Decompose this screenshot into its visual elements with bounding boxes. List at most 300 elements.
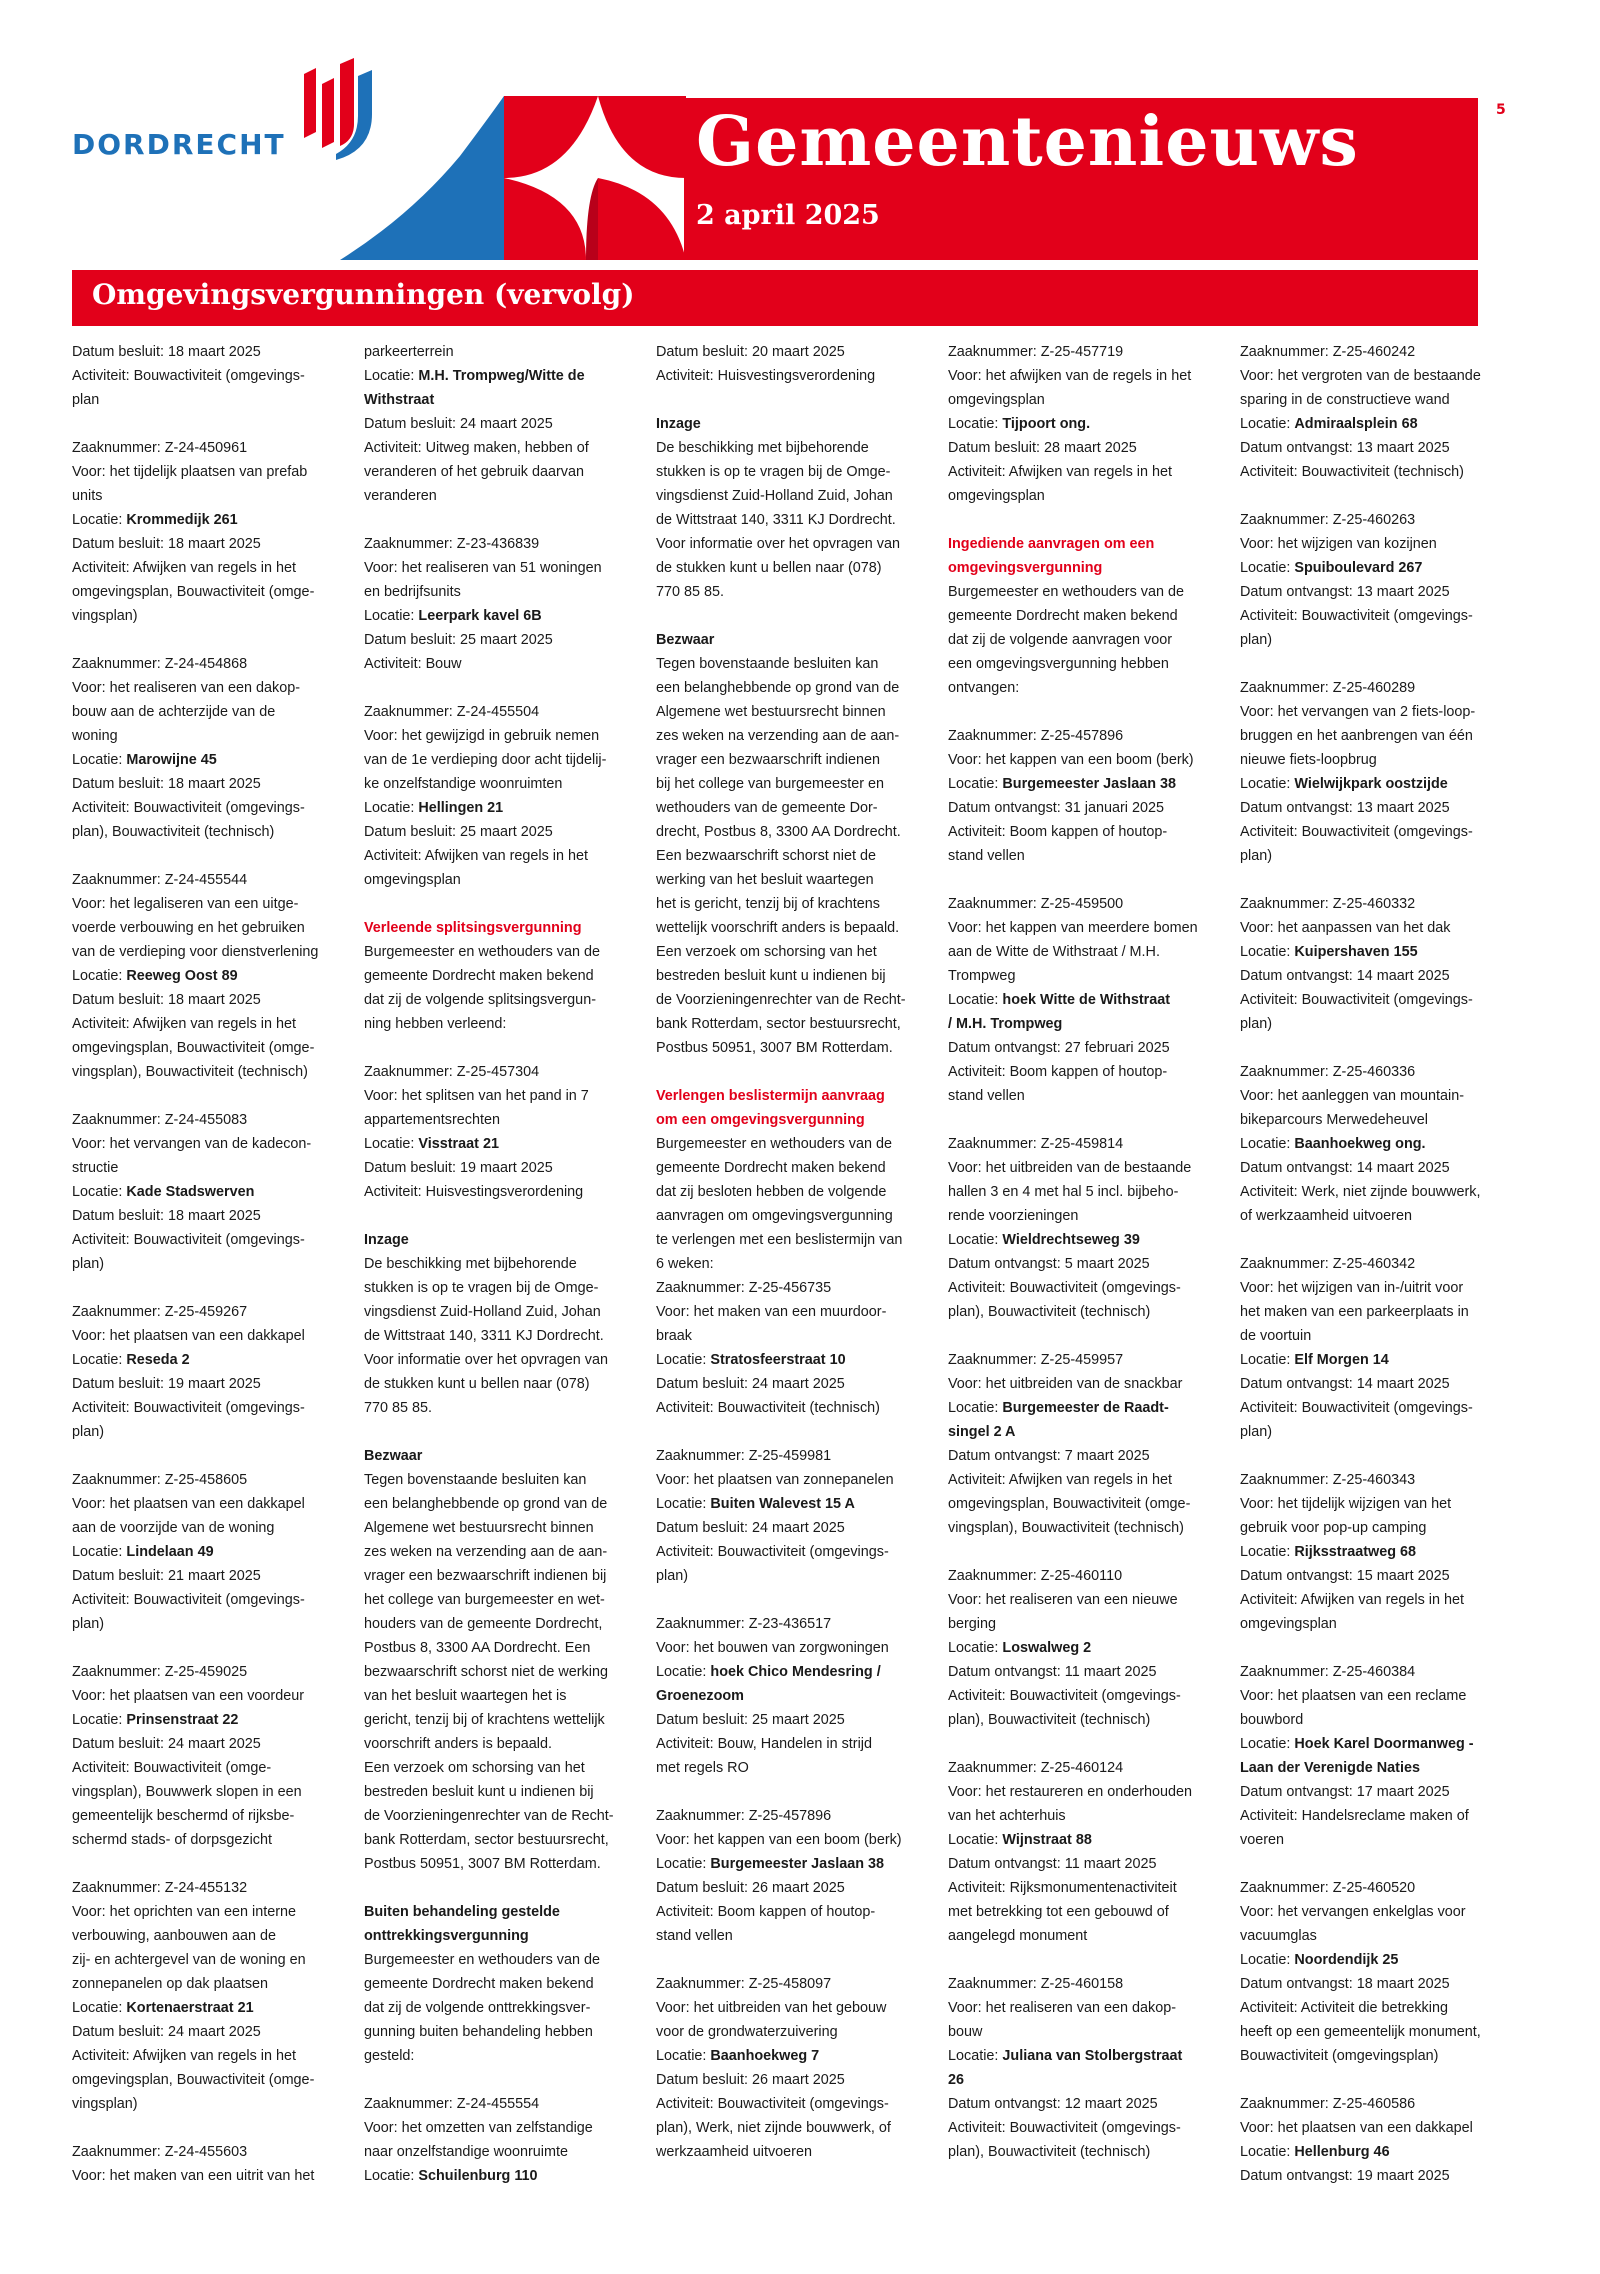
line-text: Activiteit: Activiteit die betrekking bbox=[1240, 2000, 1448, 2016]
text-line bbox=[948, 412, 1216, 436]
text-line bbox=[364, 532, 632, 556]
line-text: Voor: het plaatsen van een dakkapel bbox=[72, 1328, 305, 1344]
line-text: Voor: het aanleggen van mountain- bbox=[1240, 1088, 1465, 1104]
line-text: Locatie: bbox=[1240, 2144, 1295, 2160]
text-line bbox=[948, 364, 1216, 388]
line-text: Activiteit: Bouw, Handelen in strijd bbox=[656, 1736, 872, 1752]
text-line bbox=[656, 1924, 924, 1948]
text-line bbox=[72, 1420, 340, 1444]
line-text: de stukken kunt u bellen naar (078) bbox=[364, 1376, 590, 1392]
line-text: Locatie: bbox=[1240, 1136, 1295, 1152]
spacer bbox=[1240, 1636, 1508, 1660]
text-line bbox=[948, 1300, 1216, 1324]
text-line bbox=[948, 1756, 1216, 1780]
line-text: bank Rotterdam, sector bestuursrecht, bbox=[364, 1832, 609, 1848]
text-line bbox=[948, 1228, 1216, 1252]
line-text: Datum besluit: 19 maart 2025 bbox=[72, 1376, 261, 1392]
spacer bbox=[656, 604, 924, 628]
line-text: Voor: het realiseren van een dakop- bbox=[72, 680, 301, 696]
text-line bbox=[948, 604, 1216, 628]
text-line bbox=[72, 2164, 340, 2188]
line-text: Locatie: bbox=[72, 2000, 127, 2016]
text-line bbox=[656, 2020, 924, 2044]
text-line bbox=[656, 724, 924, 748]
line-text: ning hebben verleend: bbox=[364, 1016, 507, 1032]
text-line bbox=[364, 844, 632, 868]
spacer bbox=[364, 1876, 632, 1900]
text-line bbox=[72, 1204, 340, 1228]
location-value: Wielwijkpark oostzijde bbox=[1294, 776, 1448, 792]
text-line bbox=[364, 484, 632, 508]
line-text: Activiteit: Afwijken van regels in het bbox=[948, 464, 1172, 480]
line-text: Zaaknummer: Z-25-457896 bbox=[948, 728, 1124, 744]
line-text: Zaaknummer: Z-25-457304 bbox=[364, 1064, 540, 1080]
line-text: Zaaknummer: Z-25-457719 bbox=[948, 344, 1124, 360]
line-text: Voor: het vergroten van de bestaande bbox=[1240, 368, 1481, 384]
line-text: bij het college van burgemeester en bbox=[656, 776, 884, 792]
line-text: Zaaknummer: Z-25-460586 bbox=[1240, 2096, 1416, 2112]
line-text: Locatie: bbox=[948, 2048, 1003, 2064]
line-text: Activiteit: Boom kappen of houtop- bbox=[656, 1904, 876, 1920]
line-text: Voor: het uitbreiden van het gebouw bbox=[656, 2000, 887, 2016]
line-text: appartementsrechten bbox=[364, 1112, 500, 1128]
text-line bbox=[72, 1612, 340, 1636]
line-text: het is gericht, tenzij bij of krachtens bbox=[656, 896, 880, 912]
line-text: Voor: het tijdelijk plaatsen van prefab bbox=[72, 464, 308, 480]
location-value: Prinsenstraat 22 bbox=[126, 1712, 239, 1728]
red-heading-text: Verleende splitsingsvergunning bbox=[364, 920, 582, 936]
text-line bbox=[1240, 1012, 1508, 1036]
text-line bbox=[656, 820, 924, 844]
text-line bbox=[72, 1396, 340, 1420]
text-line bbox=[656, 940, 924, 964]
line-text: stand vellen bbox=[948, 1088, 1025, 1104]
line-text: Datum besluit: 19 maart 2025 bbox=[364, 1160, 553, 1176]
text-line bbox=[1240, 1156, 1508, 1180]
dordrecht-logo bbox=[72, 124, 378, 164]
spacer bbox=[1240, 1852, 1508, 1876]
text-line bbox=[364, 388, 632, 412]
text-line bbox=[656, 964, 924, 988]
text-line bbox=[1240, 1828, 1508, 1852]
text-line bbox=[364, 340, 632, 364]
red-heading-text: omgevingsvergunning bbox=[948, 560, 1103, 576]
text-line bbox=[72, 1300, 340, 1324]
text-line bbox=[1240, 1204, 1508, 1228]
line-text: Voor: het legaliseren van een uitge- bbox=[72, 896, 299, 912]
spacer bbox=[364, 2068, 632, 2092]
line-text: zij- en achtergevel van de woning en bbox=[72, 1952, 306, 1968]
line-text: de Voorzieningenrechter van de Recht- bbox=[656, 992, 906, 1008]
line-text: Datum besluit: 26 maart 2025 bbox=[656, 1880, 845, 1896]
line-text: Postbus 50951, 3007 BM Rotterdam. bbox=[364, 1856, 601, 1872]
spacer bbox=[364, 1036, 632, 1060]
text-line bbox=[1240, 436, 1508, 460]
line-text: Datum ontvangst: 12 maart 2025 bbox=[948, 2096, 1158, 2112]
line-text: Locatie: bbox=[72, 968, 127, 984]
line-text: Datum besluit: 20 maart 2025 bbox=[656, 344, 845, 360]
location-value: M.H. Trompweg/Witte de bbox=[418, 368, 585, 384]
line-text: Locatie: bbox=[1240, 944, 1295, 960]
text-line bbox=[948, 1372, 1216, 1396]
text-line bbox=[948, 1660, 1216, 1684]
text-line bbox=[656, 2116, 924, 2140]
text-line bbox=[948, 964, 1216, 988]
line-text: aan de Witte de Withstraat / M.H. bbox=[948, 944, 1160, 960]
text-line bbox=[1240, 1900, 1508, 1924]
text-line bbox=[656, 532, 924, 556]
line-text: bouwbord bbox=[1240, 1712, 1304, 1728]
location-value: Lindelaan 49 bbox=[126, 1544, 214, 1560]
logo-text: DORDRECHT bbox=[72, 127, 286, 161]
line-text: een omgevingsvergunning hebben bbox=[948, 656, 1169, 672]
text-line bbox=[656, 868, 924, 892]
line-text: vingsdienst Zuid-Holland Zuid, Johan bbox=[656, 488, 893, 504]
line-text: plan) bbox=[1240, 1424, 1272, 1440]
line-text: Activiteit: Boom kappen of houtop- bbox=[948, 1064, 1168, 1080]
line-text: Datum besluit: 24 maart 2025 bbox=[72, 2024, 261, 2040]
line-text: stand vellen bbox=[948, 848, 1025, 864]
text-line bbox=[72, 820, 340, 844]
text-line bbox=[364, 1492, 632, 1516]
subsection-heading bbox=[364, 916, 632, 940]
line-text: Zaaknummer: Z-25-458097 bbox=[656, 1976, 832, 1992]
text-line bbox=[72, 2044, 340, 2068]
line-text: bouw aan de achterzijde van de bbox=[72, 704, 276, 720]
text-line bbox=[948, 676, 1216, 700]
line-text: Datum ontvangst: 17 maart 2025 bbox=[1240, 1784, 1450, 1800]
line-text: Activiteit: Afwijken van regels in het bbox=[948, 1472, 1172, 1488]
line-text: Voor: het realiseren van 51 woningen bbox=[364, 560, 602, 576]
line-text: Locatie: bbox=[656, 2048, 711, 2064]
line-text: Voor: het restaureren en onderhouden bbox=[948, 1784, 1193, 1800]
line-text: Voor informatie over het opvragen van bbox=[364, 1352, 608, 1368]
text-line bbox=[72, 1036, 340, 1060]
line-text: Locatie: bbox=[656, 1496, 711, 1512]
text-line bbox=[364, 940, 632, 964]
text-line bbox=[948, 1180, 1216, 1204]
line-text: Activiteit: Bouwactiviteit (omgevings- bbox=[1240, 824, 1473, 840]
heading-text: Bezwaar bbox=[364, 1448, 423, 1464]
text-line bbox=[656, 772, 924, 796]
line-text: Zaaknummer: Z-25-460384 bbox=[1240, 1664, 1416, 1680]
masthead bbox=[684, 98, 1478, 260]
heading-text: Inzage bbox=[364, 1232, 409, 1248]
line-text: Locatie: bbox=[72, 1352, 127, 1368]
line-text: Activiteit: Bouw bbox=[364, 656, 462, 672]
line-text: veranderen of het gebruik daarvan bbox=[364, 464, 585, 480]
text-line bbox=[1240, 1084, 1508, 1108]
paragraph-heading bbox=[656, 628, 924, 652]
line-text: vrager een bezwaarschrift indienen bbox=[656, 752, 880, 768]
text-line bbox=[364, 2092, 632, 2116]
line-text: voor de grondwaterzuivering bbox=[656, 2024, 838, 2040]
line-text: plan), Werk, niet zijnde bouwwerk, of bbox=[656, 2120, 891, 2136]
line-text: en bedrijfsunits bbox=[364, 584, 461, 600]
columns bbox=[72, 340, 1481, 2260]
text-line bbox=[1240, 340, 1508, 364]
text-line bbox=[1240, 2164, 1508, 2188]
spacer bbox=[948, 1108, 1216, 1132]
text-line bbox=[1240, 724, 1508, 748]
line-text: Locatie: bbox=[948, 1832, 1003, 1848]
line-text: Voor: het plaatsen van zonnepanelen bbox=[656, 1472, 894, 1488]
line-text: Zaaknummer: Z-24-455603 bbox=[72, 2144, 248, 2160]
text-line bbox=[72, 1804, 340, 1828]
line-text: Datum besluit: 24 maart 2025 bbox=[656, 1376, 845, 1392]
line-text: Locatie: bbox=[72, 1544, 127, 1560]
text-line bbox=[948, 1780, 1216, 1804]
location-value: Buiten Walevest 15 A bbox=[710, 1496, 855, 1512]
text-line bbox=[948, 988, 1216, 1012]
text-line bbox=[948, 1348, 1216, 1372]
line-text: bank Rotterdam, sector bestuursrecht, bbox=[656, 1016, 901, 1032]
location-value: hoek Chico Mendesring / bbox=[710, 1664, 881, 1680]
spacer bbox=[948, 1324, 1216, 1348]
line-text: Locatie: bbox=[948, 416, 1003, 432]
text-line bbox=[72, 364, 340, 388]
text-line bbox=[948, 1276, 1216, 1300]
text-line bbox=[656, 1180, 924, 1204]
text-line bbox=[1240, 820, 1508, 844]
line-text: Locatie: bbox=[1240, 1352, 1295, 1368]
text-line bbox=[656, 748, 924, 772]
text-line bbox=[656, 1372, 924, 1396]
text-line bbox=[656, 1660, 924, 1684]
subsection-heading bbox=[948, 532, 1216, 556]
line-text: Zaaknummer: Z-25-460158 bbox=[948, 1976, 1124, 1992]
text-line bbox=[1240, 1756, 1508, 1780]
location-value: singel 2 A bbox=[948, 1424, 1016, 1440]
text-line bbox=[1240, 1108, 1508, 1132]
line-text: Activiteit: Huisvestingsverordening bbox=[656, 368, 876, 384]
text-line bbox=[364, 1252, 632, 1276]
line-text: dat zij de volgende onttrekkingsver- bbox=[364, 2000, 591, 2016]
text-line bbox=[364, 868, 632, 892]
text-line bbox=[364, 1180, 632, 1204]
line-text: Zaaknummer: Z-24-455544 bbox=[72, 872, 248, 888]
text-line bbox=[72, 1180, 340, 1204]
location-value: Hellenburg 46 bbox=[1294, 2144, 1390, 2160]
spacer bbox=[656, 1060, 924, 1084]
paragraph-heading bbox=[364, 1228, 632, 1252]
text-line bbox=[364, 1156, 632, 1180]
line-text: Datum ontvangst: 13 maart 2025 bbox=[1240, 584, 1450, 600]
line-text: de Wittstraat 140, 3311 KJ Dordrecht. bbox=[364, 1328, 604, 1344]
line-text: stukken is op te vragen bij de Omge- bbox=[364, 1280, 599, 1296]
line-text: berging bbox=[948, 1616, 997, 1632]
line-text: de voortuin bbox=[1240, 1328, 1312, 1344]
location-value: Burgemeester Jaslaan 38 bbox=[1002, 776, 1176, 792]
spacer bbox=[1240, 1444, 1508, 1468]
text-line bbox=[364, 1948, 632, 1972]
text-line bbox=[1240, 1540, 1508, 1564]
line-text: Activiteit: Bouwactiviteit (omgevings- bbox=[948, 1688, 1181, 1704]
text-line bbox=[72, 988, 340, 1012]
line-text: Datum ontvangst: 13 maart 2025 bbox=[1240, 440, 1450, 456]
text-line bbox=[364, 2140, 632, 2164]
text-line bbox=[364, 1708, 632, 1732]
text-line bbox=[364, 1732, 632, 1756]
line-text: Voor: het tijdelijk wijzigen van het bbox=[1240, 1496, 1452, 1512]
line-text: Zaaknummer: Z-25-456735 bbox=[656, 1280, 832, 1296]
text-line bbox=[364, 1132, 632, 1156]
text-line bbox=[1240, 604, 1508, 628]
line-text: Activiteit: Bouwactiviteit (technisch) bbox=[656, 1400, 880, 1416]
line-text: Locatie: bbox=[72, 1184, 127, 1200]
line-text: plan) bbox=[656, 1568, 688, 1584]
text-line bbox=[1240, 1276, 1508, 1300]
line-text: Zaaknummer: Z-24-450961 bbox=[72, 440, 248, 456]
line-text: Activiteit: Werk, niet zijnde bouwwerk, bbox=[1240, 1184, 1481, 1200]
text-line bbox=[364, 2044, 632, 2068]
text-line bbox=[948, 892, 1216, 916]
text-line bbox=[72, 1348, 340, 1372]
line-text: Activiteit: Bouwactiviteit (omgevings- bbox=[72, 368, 305, 384]
spacer bbox=[1240, 652, 1508, 676]
spacer bbox=[72, 1084, 340, 1108]
line-text: Activiteit: Bouwactiviteit (omgevings- bbox=[72, 1232, 305, 1248]
line-text: Zaaknummer: Z-24-454868 bbox=[72, 656, 248, 672]
line-text: Zaaknummer: Z-25-460110 bbox=[948, 1568, 1123, 1584]
text-line bbox=[72, 1012, 340, 1036]
line-text: Voor: het oprichten van een interne bbox=[72, 1904, 297, 1920]
text-line bbox=[948, 1684, 1216, 1708]
line-text: omgevingsplan bbox=[1240, 1616, 1337, 1632]
line-text: Datum besluit: 18 maart 2025 bbox=[72, 1208, 261, 1224]
text-line bbox=[948, 916, 1216, 940]
spacer bbox=[1240, 484, 1508, 508]
line-text: Activiteit: Bouwactiviteit (omgevings- bbox=[948, 1280, 1181, 1296]
line-text: vrager een bezwaarschrift indienen bij bbox=[364, 1568, 607, 1584]
text-line bbox=[364, 1684, 632, 1708]
line-text: Zaaknummer: Z-25-459025 bbox=[72, 1664, 248, 1680]
line-text: Zaaknummer: Z-25-459814 bbox=[948, 1136, 1124, 1152]
text-line bbox=[72, 1588, 340, 1612]
text-line bbox=[1240, 388, 1508, 412]
location-value: Hoek Karel Doormanweg - bbox=[1294, 1736, 1474, 1752]
spacer bbox=[656, 1420, 924, 1444]
text-line bbox=[656, 1012, 924, 1036]
spacer bbox=[1240, 1036, 1508, 1060]
text-line bbox=[1240, 1372, 1508, 1396]
text-line bbox=[72, 580, 340, 604]
line-text: Voor: het uitbreiden van de bestaande bbox=[948, 1160, 1192, 1176]
text-line bbox=[1240, 580, 1508, 604]
line-text: Voor: het bouwen van zorgwoningen bbox=[656, 1640, 889, 1656]
text-line bbox=[72, 868, 340, 892]
text-line bbox=[364, 1396, 632, 1420]
text-line bbox=[656, 892, 924, 916]
text-line bbox=[656, 844, 924, 868]
text-line bbox=[948, 1396, 1216, 1420]
line-text: Zaaknummer: Z-25-460124 bbox=[948, 1760, 1124, 1776]
text-line bbox=[1240, 1876, 1508, 1900]
line-text: Een verzoek om schorsing van het bbox=[656, 944, 877, 960]
line-text: omgevingsplan bbox=[948, 488, 1045, 504]
location-value: / M.H. Trompweg bbox=[948, 1016, 1063, 1032]
line-text: plan), Bouwactiviteit (technisch) bbox=[72, 824, 275, 840]
line-text: voorschrift anders is bepaald. bbox=[364, 1736, 552, 1752]
text-line bbox=[364, 1852, 632, 1876]
text-line bbox=[1240, 964, 1508, 988]
text-line bbox=[948, 1924, 1216, 1948]
text-line bbox=[72, 1492, 340, 1516]
text-line bbox=[1240, 1468, 1508, 1492]
spacer bbox=[72, 1852, 340, 1876]
line-text: Locatie: bbox=[364, 368, 419, 384]
text-line bbox=[656, 460, 924, 484]
line-text: Zaaknummer: Z-24-455083 bbox=[72, 1112, 248, 1128]
text-line bbox=[1240, 700, 1508, 724]
line-text: wettelijk voorschrift anders is bepaald. bbox=[656, 920, 900, 936]
line-text: Zaaknummer: Z-25-459981 bbox=[656, 1448, 832, 1464]
text-line bbox=[656, 1636, 924, 1660]
line-text: Zaaknummer: Z-23-436517 bbox=[656, 1616, 832, 1632]
line-text: Datum besluit: 18 maart 2025 bbox=[72, 536, 261, 552]
line-text: Voor: het wijzigen van in-/uitrit voor bbox=[1240, 1280, 1464, 1296]
line-text: Locatie: bbox=[1240, 416, 1295, 432]
text-line bbox=[948, 1972, 1216, 1996]
text-line bbox=[1240, 988, 1508, 1012]
line-text: Voor: het wijzigen van kozijnen bbox=[1240, 536, 1437, 552]
text-line bbox=[1240, 796, 1508, 820]
line-text: Locatie: bbox=[364, 2168, 419, 2184]
location-value: Withstraat bbox=[364, 392, 435, 408]
text-line bbox=[1240, 412, 1508, 436]
text-line bbox=[1240, 1804, 1508, 1828]
text-line bbox=[656, 1252, 924, 1276]
line-text: Activiteit: Handelsreclame maken of bbox=[1240, 1808, 1469, 1824]
line-text: zes weken na verzending aan de aan- bbox=[364, 1544, 608, 1560]
text-line bbox=[364, 460, 632, 484]
line-text: stukken is op te vragen bij de Omge- bbox=[656, 464, 891, 480]
line-text: naar onzelfstandige woonruimte bbox=[364, 2144, 568, 2160]
location-value: Stratosfeerstraat 10 bbox=[710, 1352, 846, 1368]
line-text: woning bbox=[72, 728, 118, 744]
spacer bbox=[948, 1948, 1216, 1972]
location-value: Burgemeester Jaslaan 38 bbox=[710, 1856, 884, 1872]
spacer bbox=[948, 1732, 1216, 1756]
line-text: Locatie: bbox=[656, 1856, 711, 1872]
text-line bbox=[656, 2140, 924, 2164]
line-text: Datum besluit: 18 maart 2025 bbox=[72, 776, 261, 792]
text-line bbox=[72, 2092, 340, 2116]
text-line bbox=[948, 2020, 1216, 2044]
line-text: Datum besluit: 24 maart 2025 bbox=[364, 416, 553, 432]
line-text: Voor: het vervangen van de kadecon- bbox=[72, 1136, 312, 1152]
text-line bbox=[656, 340, 924, 364]
line-text: Activiteit: Afwijken van regels in het bbox=[72, 2048, 296, 2064]
heading-text: Inzage bbox=[656, 416, 701, 432]
location-value: Wieldrechtseweg 39 bbox=[1002, 1232, 1140, 1248]
text-line bbox=[72, 772, 340, 796]
line-text: Zaaknummer: Z-25-459267 bbox=[72, 1304, 248, 1320]
line-text: Activiteit: Rijksmonumentenactiviteit bbox=[948, 1880, 1177, 1896]
line-text: Datum ontvangst: 14 maart 2025 bbox=[1240, 1160, 1450, 1176]
line-text: vingsplan), Bouwactiviteit (technisch) bbox=[948, 1520, 1184, 1536]
text-line bbox=[656, 1132, 924, 1156]
text-line bbox=[72, 1108, 340, 1132]
spacer bbox=[656, 388, 924, 412]
text-line bbox=[1240, 1588, 1508, 1612]
line-text: gemeente Dordrecht maken bekend bbox=[948, 608, 1178, 624]
text-line bbox=[948, 1708, 1216, 1732]
line-text: Voor: het aanpassen van het dak bbox=[1240, 920, 1451, 936]
line-text: Zaaknummer: Z-25-460520 bbox=[1240, 1880, 1416, 1896]
line-text: Voor: het plaatsen van een dakkapel bbox=[72, 1496, 305, 1512]
text-line bbox=[364, 700, 632, 724]
